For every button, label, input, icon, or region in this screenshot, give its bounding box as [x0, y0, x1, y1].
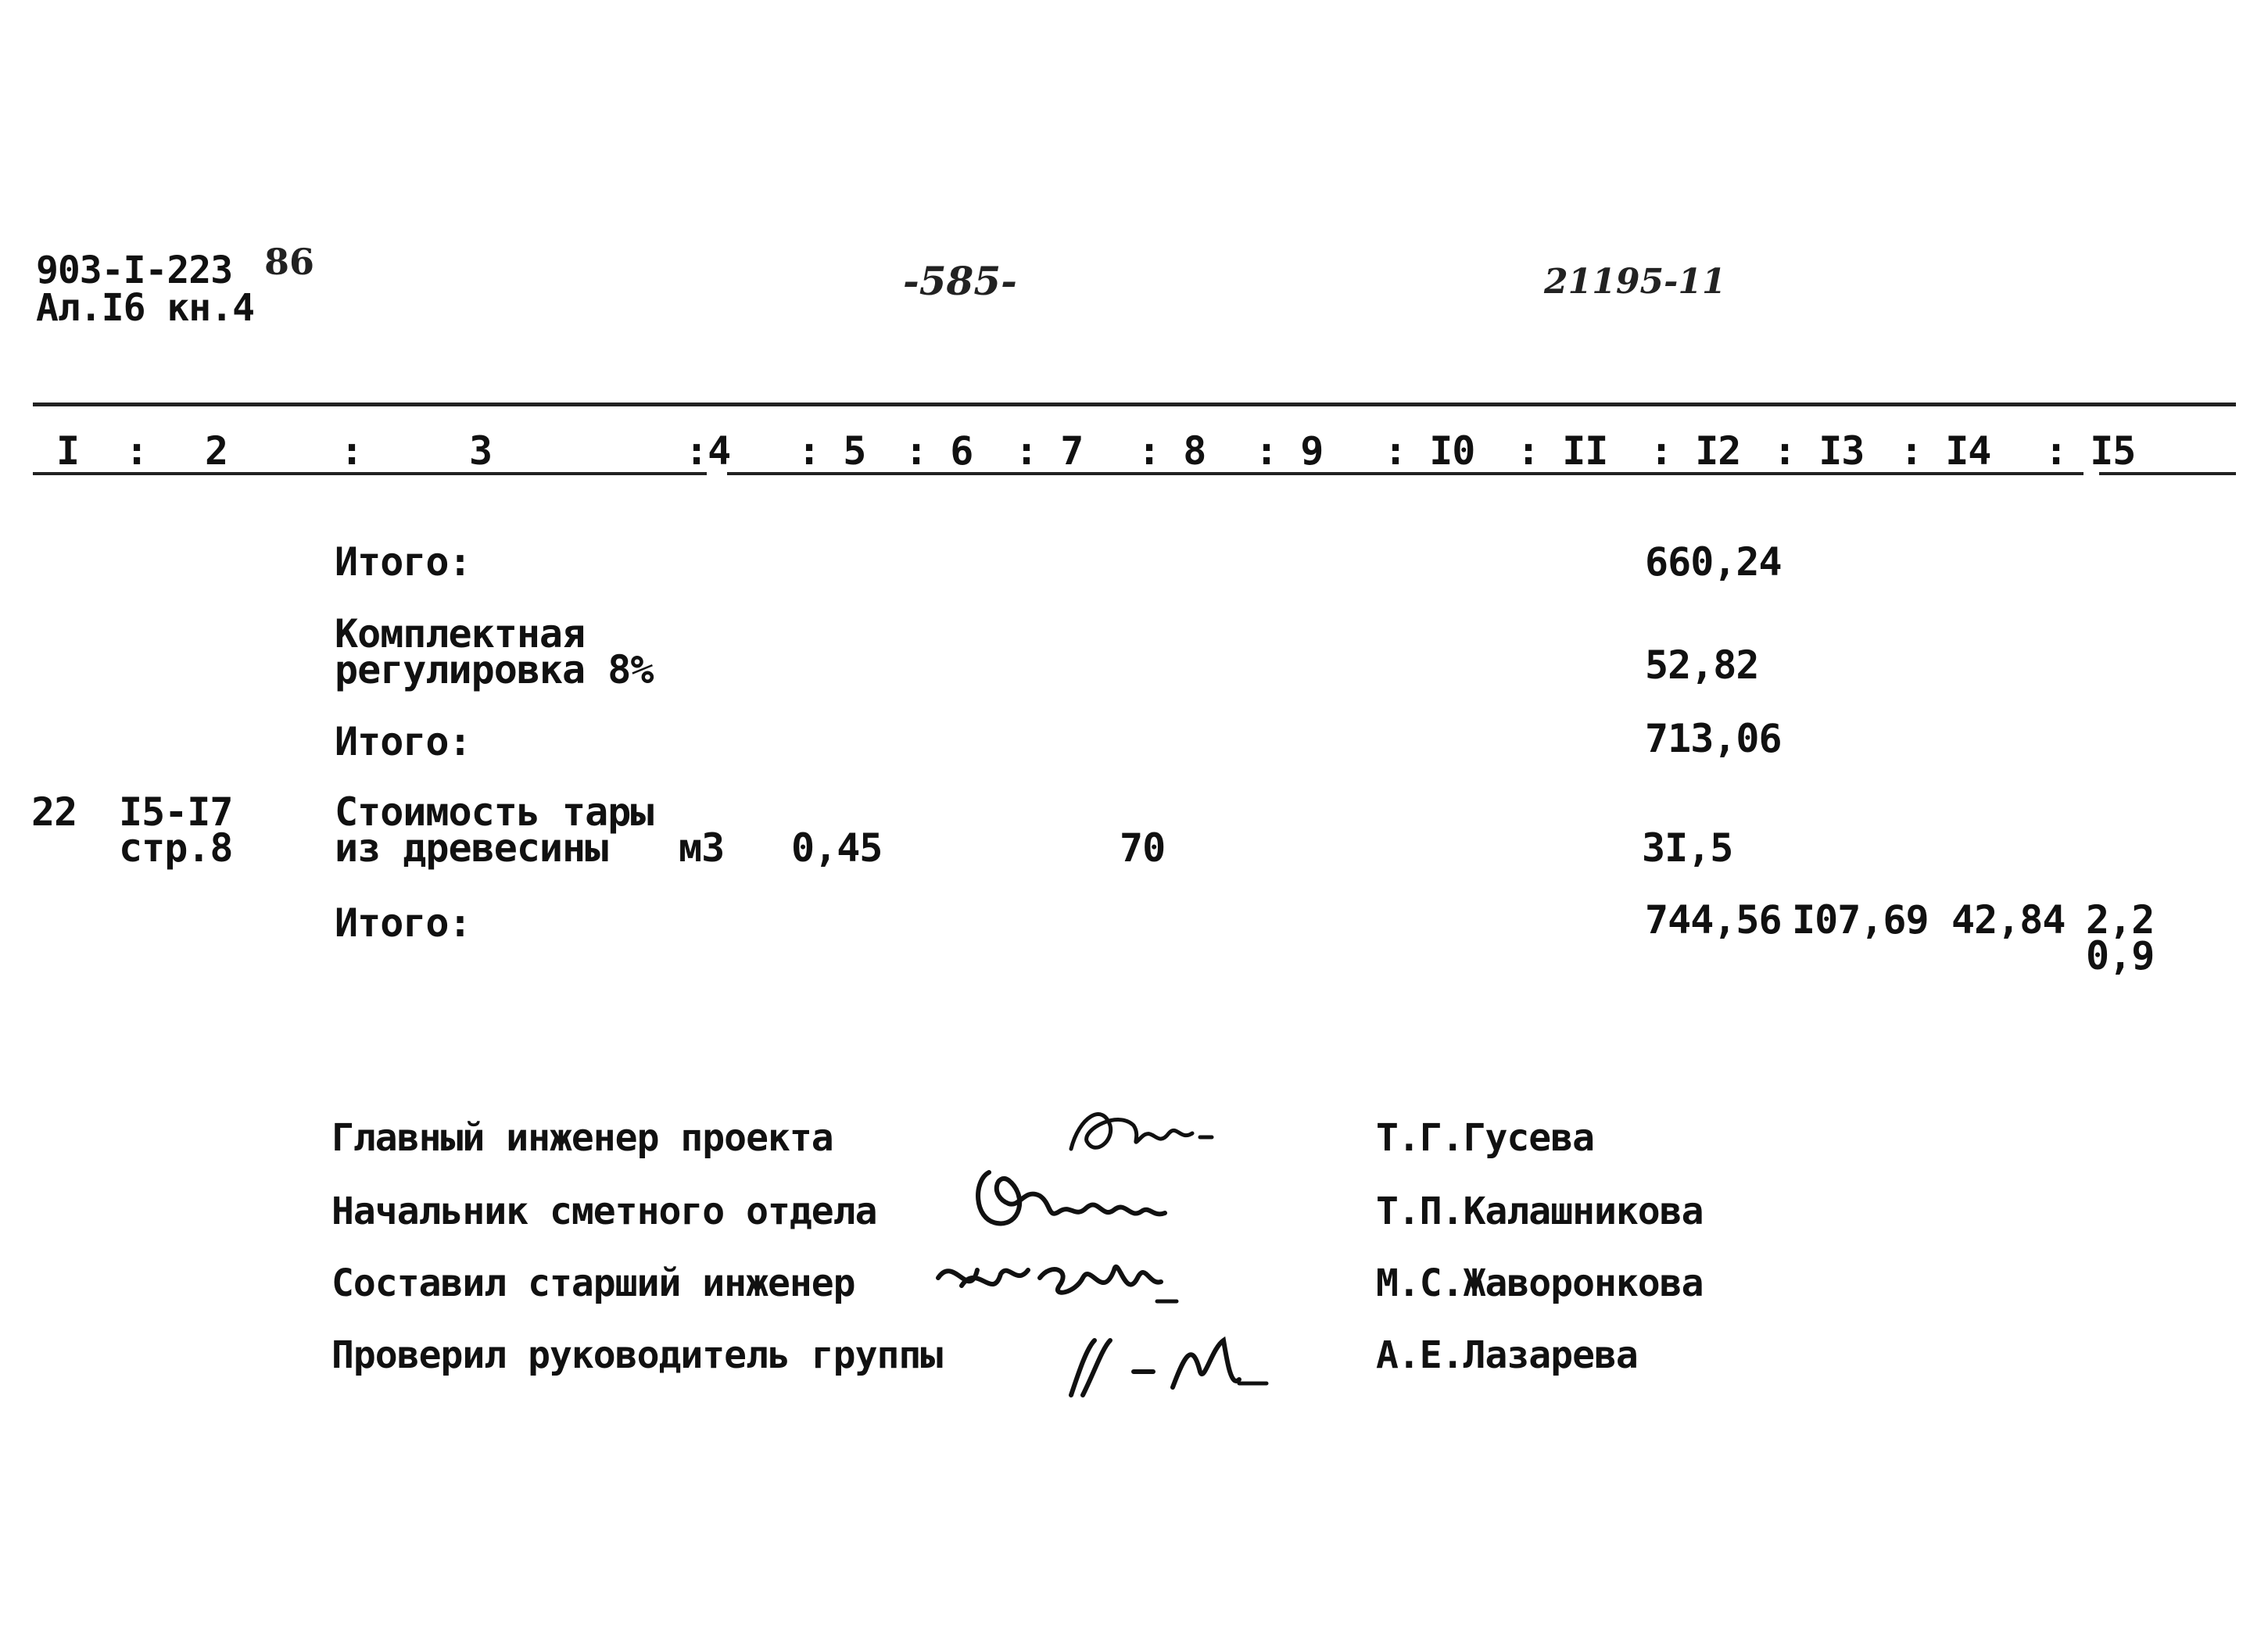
column-header: 3	[469, 428, 493, 474]
handwritten-signature-4	[1040, 1325, 1290, 1411]
unit-price: 70	[1120, 825, 1166, 871]
document-code-number: 903-I-223	[36, 249, 233, 292]
column-header: : 8	[1138, 428, 1206, 474]
cost-total: 713,06	[1645, 716, 1782, 761]
column-header: : II	[1517, 428, 1608, 474]
row-label: Итого:	[335, 719, 471, 764]
column-header: : 9	[1255, 428, 1324, 474]
handwritten-signature-2	[966, 1149, 1184, 1243]
column-header: : I3	[1773, 428, 1865, 474]
column-header: 2	[205, 428, 228, 474]
quantity: 0,45	[791, 825, 883, 871]
cost-col15-bottom: 0,9	[2086, 933, 2155, 979]
cost-total: 52,82	[1645, 642, 1759, 688]
table-top-rule	[33, 403, 2236, 406]
column-separator: :	[125, 428, 149, 474]
row-label: Итого:	[335, 539, 471, 585]
signature-role: Главный инженер проекта	[331, 1116, 833, 1160]
page-number: -585-	[903, 258, 1017, 304]
column-separator: :	[340, 428, 364, 474]
row-number: 22	[31, 789, 77, 835]
cost-col15-top: 2,2	[2086, 897, 2155, 943]
price-code-line2: стр.8	[119, 825, 233, 871]
column-header: : I2	[1650, 428, 1741, 474]
signature-name: Т.Г.Гусева	[1376, 1116, 1594, 1160]
row-label-line1: Комплектная	[335, 611, 586, 657]
signature-role: Начальник сметного отдела	[331, 1190, 877, 1233]
row-label-line2: из древесины	[335, 825, 608, 871]
cost-total: 660,24	[1645, 539, 1782, 585]
column-header: :4	[685, 428, 731, 474]
signature-role: Проверил руководитель группы	[331, 1333, 943, 1377]
signature-name: А.Е.Лазарева	[1376, 1333, 1638, 1377]
signature-name: Т.П.Калашникова	[1376, 1190, 1704, 1233]
row-label: Итого:	[335, 900, 471, 946]
signature-name: М.С.Жаворонкова	[1376, 1261, 1704, 1305]
unit: м3	[679, 825, 725, 871]
column-header: : 7	[1015, 428, 1084, 474]
cost-total: 744,56	[1645, 897, 1782, 943]
cost-total: 3I,5	[1642, 825, 1733, 871]
column-header: : 6	[905, 428, 973, 474]
column-header: : I5	[2044, 428, 2136, 474]
cost-col13: I07,69	[1792, 897, 1929, 943]
handwritten-signature-3	[923, 1239, 1188, 1325]
price-code-line1: I5-I7	[119, 789, 233, 835]
column-header: I	[56, 428, 80, 474]
album-book-reference: Ал.I6 кн.4	[36, 286, 254, 330]
row-label-line2: регулировка 8%	[335, 647, 654, 692]
row-label-line1: Стоимость тары	[335, 789, 654, 835]
column-header: : 5	[797, 428, 866, 474]
cost-col14: 42,84	[1951, 897, 2066, 943]
column-header: : I4	[1900, 428, 1991, 474]
signature-role: Составил старший инженер	[331, 1261, 855, 1305]
column-header: : I0	[1384, 428, 1475, 474]
document-code-year: 86	[264, 241, 315, 283]
archive-number: 21195-11	[1544, 262, 1726, 302]
